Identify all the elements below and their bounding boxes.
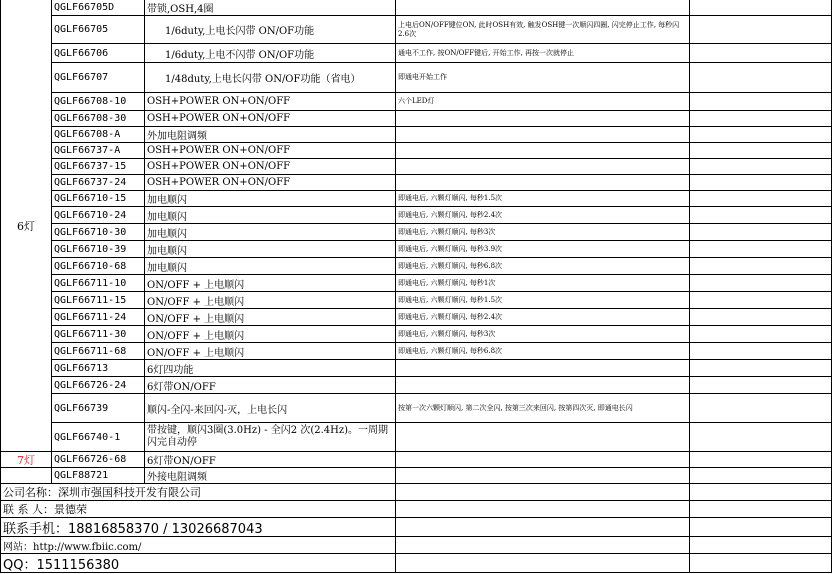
function-cell: 6灯四功能	[145, 360, 396, 377]
group-label: 6灯	[17, 219, 35, 233]
description-cell: 上电后ON/OFF键位ON, 此时OSH有效, 触发OSH键一次顺闪四圈, 闪完停止工作, 每秒闪2.6次	[396, 16, 690, 44]
function-cell: 外接电阻调频	[145, 468, 396, 484]
blank-cell	[690, 258, 832, 275]
function-cell: 加电顺闪	[145, 241, 396, 258]
contact-person: 联 系 人：景德荣	[0, 501, 396, 518]
model-cell: QGLF66726-68	[52, 452, 145, 468]
blank-cell	[690, 452, 832, 468]
model-cell: QGLF66737-15	[52, 159, 145, 175]
blank-cell	[690, 484, 832, 501]
blank-cell	[690, 518, 832, 537]
blank-cell	[690, 292, 832, 309]
description-cell: 按第一次六颗灯顺闪, 第二次全闪, 按第三次来回闪, 按第四次灭, 即通电长闪	[396, 394, 690, 423]
description-cell: 即通电后, 六颗灯顺闪, 每秒2.4次	[396, 207, 690, 224]
blank-cell	[690, 127, 832, 143]
description-cell	[396, 377, 690, 394]
function-cell: OSH+POWER ON+ON/OFF	[145, 159, 396, 175]
function-cell: 6灯带ON/OFF	[145, 377, 396, 394]
blank-cell	[690, 394, 832, 423]
blank-cell	[690, 16, 832, 44]
function-cell: 1/48duty,上电长闪带 ON/OF功能（省电）	[145, 63, 396, 93]
model-cell: QGLF66706	[52, 44, 145, 63]
blank-cell	[690, 44, 832, 63]
model-cell: QGLF66710-30	[52, 224, 145, 241]
model-cell: QGLF66710-15	[52, 191, 145, 207]
description-cell: 即通电后, 六颗灯顺闪, 每秒6.8次	[396, 343, 690, 360]
function-cell: 加电顺闪	[145, 191, 396, 207]
model-cell: QGLF66737-24	[52, 175, 145, 191]
function-cell: OSH+POWER ON+ON/OFF	[145, 143, 396, 159]
model-cell: QGLF88721	[52, 468, 145, 484]
description-cell: 即通电开始工作	[396, 63, 690, 93]
blank-cell	[396, 518, 690, 537]
blank-cell	[690, 554, 832, 573]
function-cell: ON/OFF + 上电顺闪	[145, 292, 396, 309]
blank-cell	[690, 309, 832, 326]
model-cell: QGLF66713	[52, 360, 145, 377]
model-cell: QGLF66708-A	[52, 127, 145, 143]
function-cell: OSH+POWER ON+ON/OFF	[145, 93, 396, 111]
company-name: 公司名称：深圳市强国科技开发有限公司	[0, 484, 396, 501]
description-cell: 即通电后, 六颗灯顺闪, 每秒2.4次	[396, 309, 690, 326]
qq-number: QQ：1511156380	[0, 554, 396, 573]
blank-cell	[690, 468, 832, 484]
function-cell: OSH+POWER ON+ON/OFF	[145, 175, 396, 191]
function-cell: ON/OFF + 上电顺闪	[145, 275, 396, 292]
blank-cell	[690, 207, 832, 224]
blank-cell	[690, 93, 832, 111]
function-cell: 1/6duty,上电长闪带 ON/OF功能	[145, 16, 396, 44]
description-cell	[396, 468, 690, 484]
description-cell	[396, 111, 690, 127]
blank-cell	[690, 377, 832, 394]
blank-cell	[690, 501, 832, 518]
model-cell: QGLF66711-15	[52, 292, 145, 309]
model-cell: QGLF66705D	[52, 0, 145, 16]
blank-cell	[690, 241, 832, 258]
description-cell	[396, 175, 690, 191]
description-cell	[396, 0, 690, 16]
description-cell	[396, 159, 690, 175]
function-cell: ON/OFF + 上电顺闪	[145, 343, 396, 360]
blank-cell	[690, 326, 832, 343]
model-cell: QGLF66711-24	[52, 309, 145, 326]
description-cell: 六个LED灯	[396, 93, 690, 111]
description-cell: 即通电后, 六颗灯顺闪, 每秒1.5次	[396, 191, 690, 207]
model-cell: QGLF66737-A	[52, 143, 145, 159]
model-cell: QGLF66710-24	[52, 207, 145, 224]
function-cell: 加电顺闪	[145, 258, 396, 275]
model-cell: QGLF66707	[52, 63, 145, 93]
blank-cell	[690, 175, 832, 191]
group-cell-6-lamp	[0, 0, 52, 452]
model-cell: QGLF66711-10	[52, 275, 145, 292]
description-cell: 通电不工作, 按ON/OFF键后, 开始工作, 再按一次就停止	[396, 44, 690, 63]
contact-phone: 联系手机：18816858370 / 13026687043	[0, 518, 396, 537]
blank-cell	[690, 275, 832, 292]
function-cell: 顺闪-全闪-来回闪-灭，上电长闪	[145, 394, 396, 423]
description-cell: 即通电后, 六颗灯顺闪, 每秒1.5次	[396, 292, 690, 309]
description-cell: 即通电后, 六颗灯顺闪, 每秒3次	[396, 224, 690, 241]
model-cell: QGLF66726-24	[52, 377, 145, 394]
blank-cell	[690, 360, 832, 377]
blank-cell	[396, 484, 690, 501]
model-cell: QGLF66705	[52, 16, 145, 44]
blank-cell	[396, 554, 690, 573]
function-cell: 带按键，顺闪3圈(3.0Hz) - 全闪2 次(2.4Hz)。一周期闪完自动停	[145, 423, 396, 452]
model-cell: QGLF66708-30	[52, 111, 145, 127]
blank-cell	[690, 423, 832, 452]
model-cell: QGLF66708-10	[52, 93, 145, 111]
description-cell	[396, 360, 690, 377]
blank-cell	[690, 537, 832, 554]
model-cell: QGLF66739	[52, 394, 145, 423]
group-label: 7灯	[17, 453, 35, 467]
blank-cell	[690, 111, 832, 127]
model-cell: QGLF66710-39	[52, 241, 145, 258]
function-cell: OSH+POWER ON+ON/OFF	[145, 111, 396, 127]
function-cell: 加电顺闪	[145, 207, 396, 224]
function-cell: ON/OFF + 上电顺闪	[145, 309, 396, 326]
function-cell: 外加电阻调频	[145, 127, 396, 143]
blank-cell	[396, 501, 690, 518]
function-cell: 1/6duty,上电不闪带 ON/OF功能	[145, 44, 396, 63]
description-cell: 即通电后, 六颗灯顺闪, 每秒1次	[396, 275, 690, 292]
description-cell	[396, 143, 690, 159]
blank-cell	[690, 63, 832, 93]
blank-cell	[690, 0, 832, 16]
description-cell	[396, 452, 690, 468]
blank-cell	[690, 191, 832, 207]
group-cell-7-lamp	[0, 452, 52, 468]
blank-cell	[690, 224, 832, 241]
description-cell	[396, 127, 690, 143]
description-cell: 即通电后, 六颗灯顺闪, 每秒6.8次	[396, 258, 690, 275]
function-cell: 带锁,OSH,4圈	[145, 0, 396, 16]
model-cell: QGLF66710-68	[52, 258, 145, 275]
blank-cell	[690, 143, 832, 159]
function-cell: 加电顺闪	[145, 224, 396, 241]
function-cell: ON/OFF + 上电顺闪	[145, 326, 396, 343]
function-cell: 6灯带ON/OFF	[145, 452, 396, 468]
description-cell: 即通电后, 六颗灯顺闪, 每秒3次	[396, 326, 690, 343]
model-cell: QGLF66740-1	[52, 423, 145, 452]
group-cell-blank	[0, 468, 52, 484]
model-cell: QGLF66711-30	[52, 326, 145, 343]
blank-cell	[396, 537, 690, 554]
blank-cell	[690, 343, 832, 360]
description-cell	[396, 423, 690, 452]
model-cell: QGLF66711-68	[52, 343, 145, 360]
description-cell: 即通电后, 六颗灯顺闪, 每秒3.9次	[396, 241, 690, 258]
blank-cell	[690, 159, 832, 175]
website[interactable]: 网站：http://www.fbiic.com/	[0, 537, 396, 554]
